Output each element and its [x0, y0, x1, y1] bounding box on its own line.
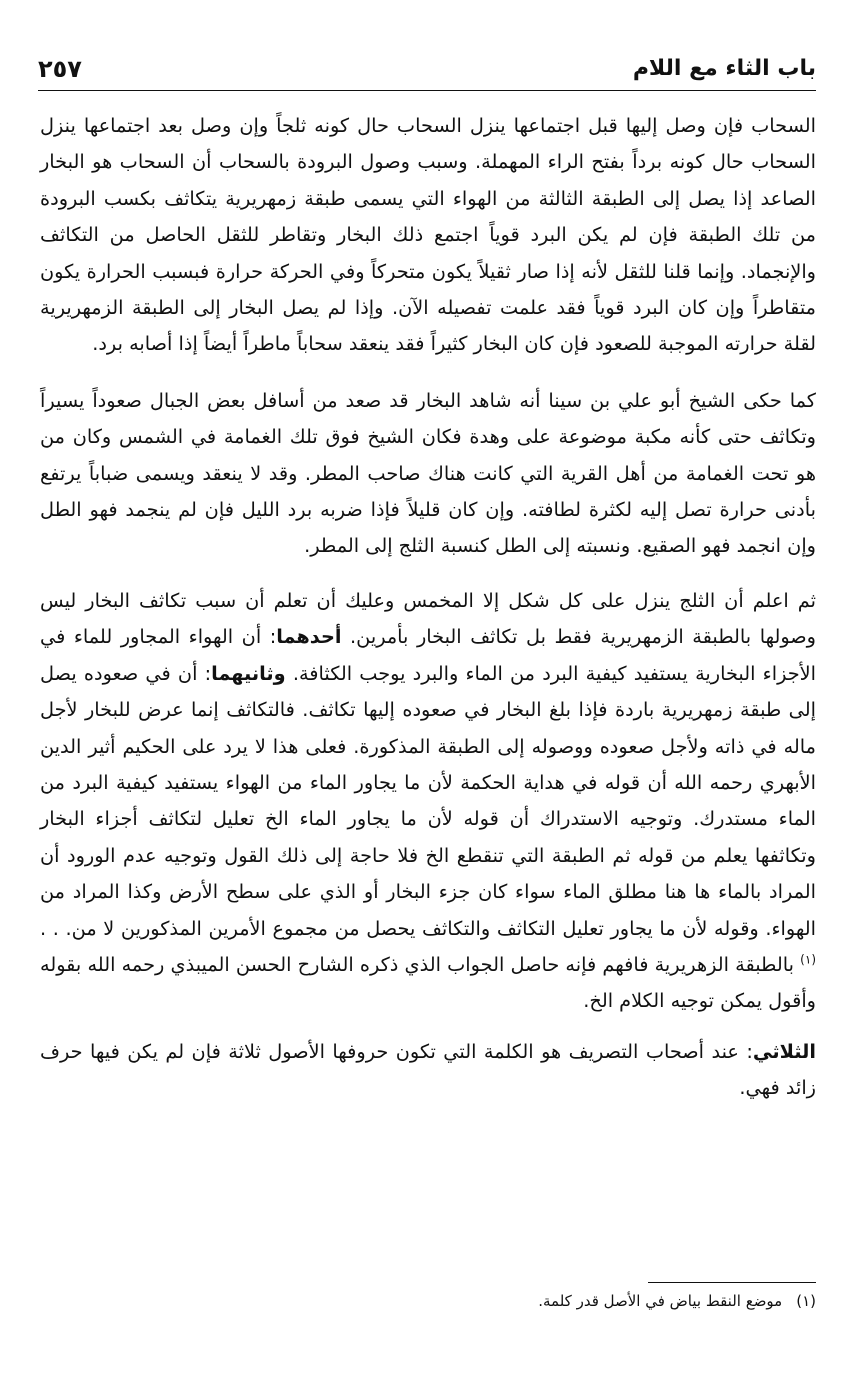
chapter-title: باب الثاء مع اللام [632, 56, 816, 81]
page-number: ٢٥٧ [38, 55, 82, 83]
term-thulathi: الثلاثي [752, 1039, 816, 1063]
paragraph-4 [40, 1034, 816, 1107]
paragraph-3-part-1: ثم اعلم أن الثلج ينزل على كل شكل إلا المخمس وعليك أن تعلم أن سبب تكاثف البخار ليس وصولها بالطبقة الزمهريرية فقط بل تكاثف البخار بأمرين. [40, 588, 816, 649]
term-ahaduhuma: أحدهما [276, 625, 342, 649]
footnote-reference: (١) [800, 952, 816, 967]
paragraph-3-part-4: بالطبقة الزهريرية فافهم فإنه حاصل الجواب الذي ذكره الشارح الحسن الميبذي رحمه الله بقوله وأقول يمكن توجيه الكلام الخ. [40, 952, 816, 1013]
footnote-rule [648, 1282, 816, 1283]
paragraph-3 [40, 583, 816, 1020]
footnote-number: (١) [796, 1292, 816, 1310]
body-text [40, 108, 816, 1107]
paragraph-3-part-3: : أن في صعوده يصل إلى طبقة زمهريرية باردة فإذا بلغ البخار في صعوده إليها تكاثف. فالتكاثف إنما عرض للبخار لأجل ماله في ذاته ولأجل صعوده ووصوله إلى الطبقة المذكورة. فعلى هذا لا يرد على الحكيم أثير الدين الأبهري رحمه الله أن قوله في هداية الحكمة لأن ما يجاور الماء من الهواء يستفيد كيفية البرد من الماء مستدرك. وتوجيه الاستدراك أن قوله لأن ما يجاور الماء الخ تعليل لتكاثف أجزاء البخار وتكاثفها يعلم من قوله ثم الطبقة التي تنقطع الخ فلا حاجة إلى ذلك القول وتوجيه عدم الورود أن المراد بالماء ها هنا مطلق الماء سواء كان جزء البخار أو الذي على سطح الأرض وكذا المراد من الهواء. وقوله لأن ما يجاور تعليل التكاثف والتكاثف يحصل من مجموع الأمرين المذكورين لا من. . . [40, 661, 816, 940]
running-header [38, 44, 816, 84]
paragraph-3-part-2: : أن الهواء المجاور للماء في الأجزاء البخارية يستفيد كيفية البرد من الماء والبرد يوجب الكثافة. [40, 625, 817, 685]
term-thanihima: وثانيهما [211, 661, 286, 685]
paragraph-2: كما حكى الشيخ أبو علي بن سينا أنه شاهد البخار قد صعد من أسافل بعض الجبال صعوداً يسيراً وتكاثف حتى كأنه مكبة موضوعة على وهدة فكان الشيخ فوق تلك الغمامة في الشمس وكان من هو تحت الغمامة من أهل القرية التي كانت هناك صاحب المطر. وقد لا ينعقد ويسمى ضباباً يرتفع بأدنى حرارة تصل إليه لكثرة لطافته. وإن كان قليلاً فإذا ضربه برد الليل فإن لم ينجمد فهو الطل وإن انجمد فهو الصقيع. ونسبته إلى الطل كنسبة الثلج إلى المطر. [40, 388, 816, 558]
header-rule [38, 90, 816, 91]
paragraph-4-text: : عند أصحاب التصريف هو الكلمة التي تكون حروفها الأصول ثلاثة فإن لم يكن فيها حرف زائد فهي. [40, 1039, 816, 1100]
paragraph-1: السحاب فإن وصل إليها قبل اجتماعها ينزل السحاب حال كونه ثلجاً وإن وصل بعد اجتماعها ينزل السحاب حال كونه برداً بفتح الراء المهملة. وسبب وصول البرودة بالسحاب أن السحاب هو البخار الصاعد إذا يصل إلى الطبقة الثالثة من الهواء التي يسمى طبقة زمهريرية يتكاثف بكسب البرودة من تلك الطبقة فإن لم يكن البرد قوياً اجتمع ذلك البخار وتقاطر للثقل الحاصل من التكاثف والإنجماد. وإنما قلنا للثقل لأنه إذا صار ثقيلاً يكون متحركاً وفي الحركة حرارة فبسبب الحرارة يكون متقاطراً وإن كان البرد قوياً فقد علمت تفصيله الآن. وإذا لم يصل البخار إلى الطبقة الزمهريرية لقلة حرارته الموجبة للصعود فإن كان البخار كثيراً فقد ينعقد سحاباً ماطراً أيضاً إذا أصابه برد. [40, 114, 816, 356]
footnote-text: موضع النقط بياض في الأصل قدر كلمة. [538, 1292, 783, 1310]
footnote [40, 1288, 816, 1314]
